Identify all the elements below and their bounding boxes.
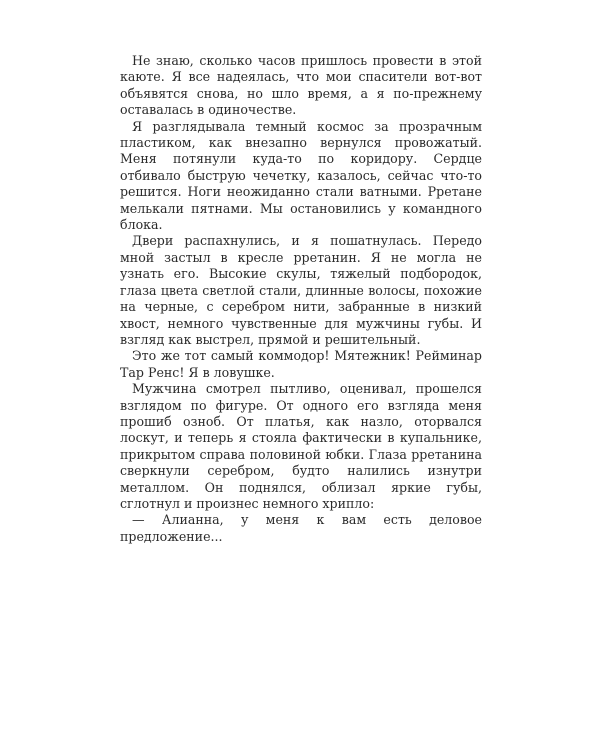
paragraph-4: Это же тот самый коммодор! Мятежник! Рейминар Тар Ренс! Я в ловушке.	[120, 348, 482, 380]
page-text	[120, 53, 482, 545]
paragraph-6: — Алианна, у меня к вам есть деловое предложение...	[120, 512, 482, 544]
paragraph-2: Я разглядывала темный космос за прозрачным пластиком, как внезапно вернулся провожатый. Меня потянули куда-то по коридору. Сердце отбивало быструю чечетку, казалось, сейчас что-то решится. Ноги неожиданно стали ватными. Рретане мелькали пятнами. Мы остановились у командного блока.	[120, 118, 482, 233]
paragraph-5: Мужчина смотрел пытливо, оценивал, прошелся взглядом по фигуре. От одного его взгляда меня прошиб озноб. От платья, как назло, оторвался лоскут, и теперь я стояла фактически в купальнике, прикрытом справа половиной юбки. Глаза рретанина сверкнули серебром, будто налились изнутри металлом. Он поднялся, облизал яркие губы, сглотнул и произнес немного хрипло:	[120, 381, 482, 511]
paragraph-1: Не знаю, сколько часов пришлось провести в этой каюте. Я все надеялась, что мои спасители вот-вот объявятся снова, но шло время, а я по-прежнему оставалась в одиночестве.	[120, 53, 482, 118]
paragraph-3: Двери распахнулись, и я пошатнулась. Передо мной застыл в кресле рретанин. Я не могла не узнать его. Высокие скулы, тяжелый подбородок, глаза цвета светлой стали, длинные волосы, похожие на черные, с серебром нити, забранные в низкий хвост, немного чувственные для мужчины губы. И взгляд как выстрел, прямой и решительный.	[120, 233, 482, 347]
